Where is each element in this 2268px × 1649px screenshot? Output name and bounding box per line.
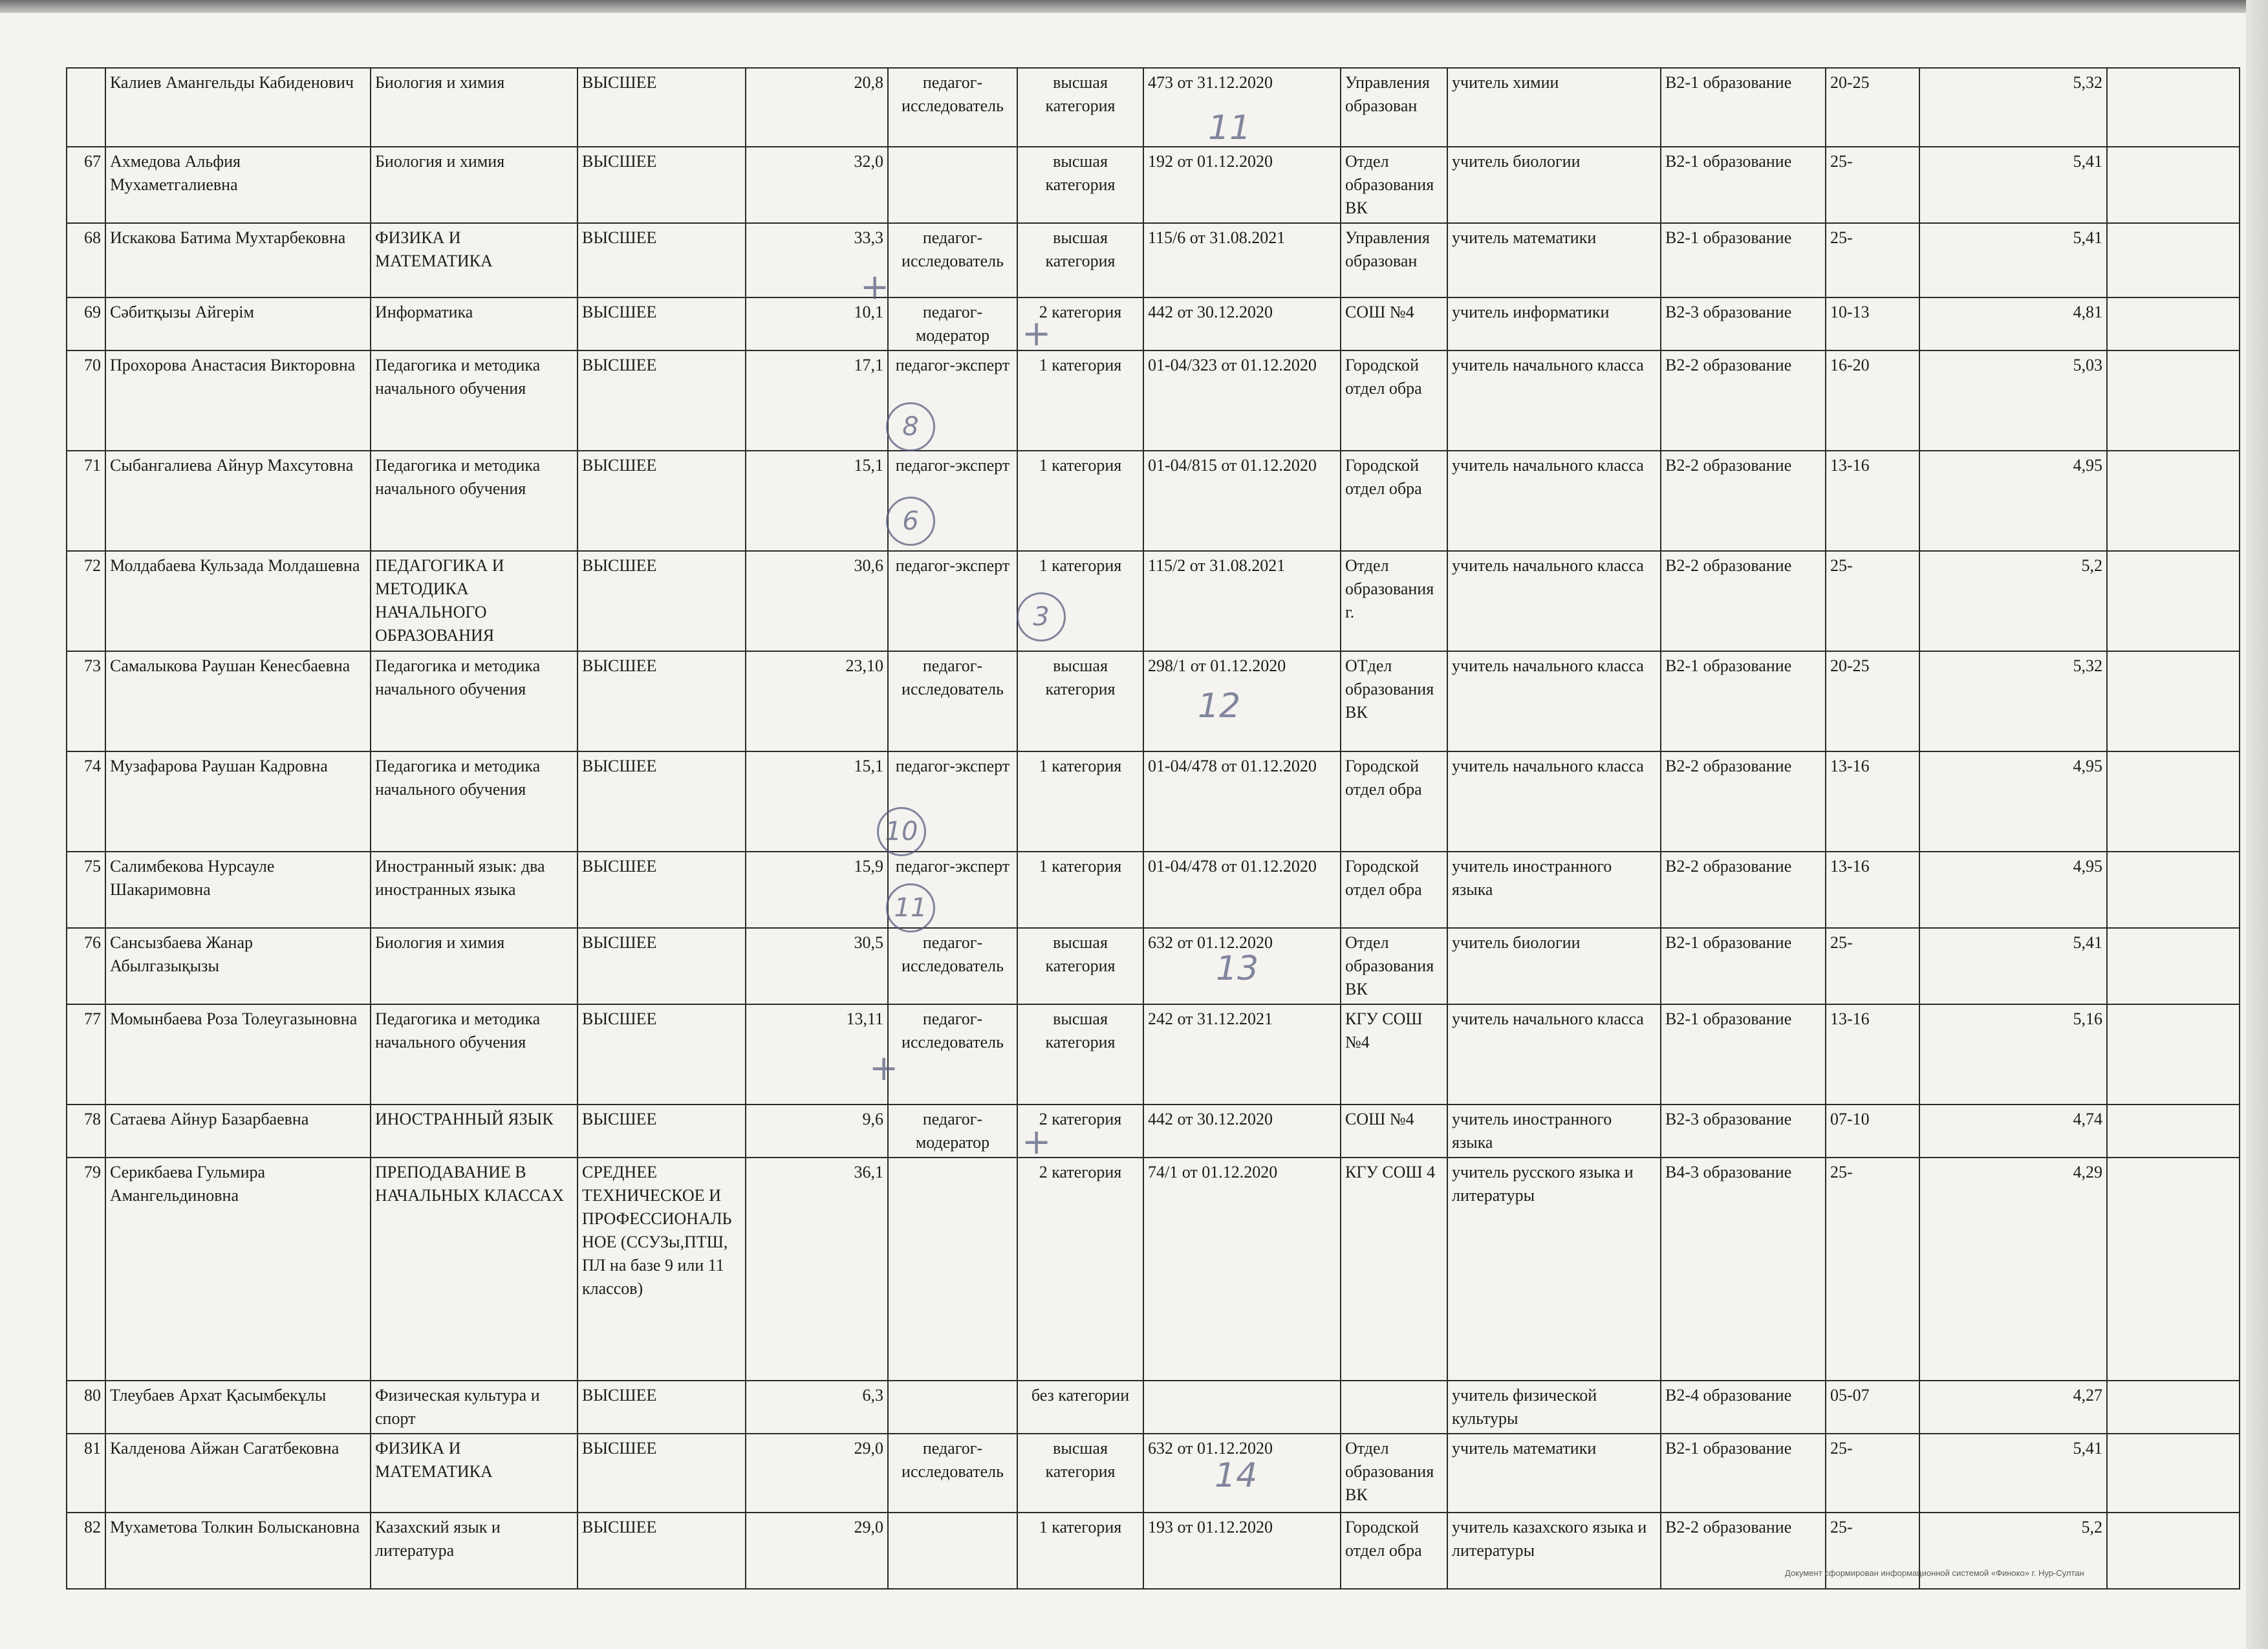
specialty: ФИЗИКА И МАТЕМАТИКА: [371, 223, 578, 297]
category: высшая категория: [1017, 1004, 1143, 1105]
category: 2 категория: [1017, 1105, 1143, 1158]
coefficient: 5,32: [1919, 651, 2107, 751]
specialty: Иностранный язык: два иностранных языка: [371, 852, 578, 928]
experience-range: 25-: [1826, 551, 1919, 651]
category: высшая категория: [1017, 223, 1143, 297]
pay-block: В2-1 образование: [1661, 223, 1826, 297]
qualification-status: педагог-исследователь: [888, 928, 1017, 1004]
empty-cell: [2107, 551, 2240, 651]
category: 1 категория: [1017, 852, 1143, 928]
education-level: ВЫСШЕЕ: [578, 1004, 746, 1105]
coefficient: 5,32: [1919, 68, 2107, 147]
table-row: [67, 297, 2240, 350]
handwritten-plus-mark: +: [860, 266, 890, 307]
order-reference: 632 от 01.12.2020: [1143, 1434, 1341, 1513]
coefficient: 5,2: [1919, 1513, 2107, 1589]
specialty: Физическая культура и спорт: [371, 1381, 578, 1434]
position: учитель русского языка и литературы: [1447, 1158, 1661, 1381]
work-experience: 15,1: [746, 451, 888, 551]
qualification-status: педагог-модератор: [888, 1105, 1017, 1158]
qualification-status: педагог-модератор: [888, 297, 1017, 350]
specialty: ИНОСТРАННЫЙ ЯЗЫК: [371, 1105, 578, 1158]
pay-block: В2-3 образование: [1661, 1105, 1826, 1158]
issuing-body: СОШ №4: [1341, 1105, 1447, 1158]
empty-cell: [2107, 297, 2240, 350]
issuing-body: Отдел образования ВК: [1341, 928, 1447, 1004]
table-row: [67, 147, 2240, 223]
empty-cell: [2107, 1004, 2240, 1105]
table-row: [67, 852, 2240, 928]
staff-table-body: [67, 68, 2240, 1589]
row-number: 81: [67, 1434, 105, 1513]
issuing-body: Городской отдел обра: [1341, 350, 1447, 451]
experience-range: 25-: [1826, 1158, 1919, 1381]
position: учитель начального класса: [1447, 350, 1661, 451]
education-level: ВЫСШЕЕ: [578, 1434, 746, 1513]
empty-cell: [2107, 1105, 2240, 1158]
experience-range: 25-: [1826, 147, 1919, 223]
pay-block: В2-4 образование: [1661, 1381, 1826, 1434]
education-level: ВЫСШЕЕ: [578, 1381, 746, 1434]
empty-cell: [2107, 1434, 2240, 1513]
empty-cell: [2107, 147, 2240, 223]
coefficient: 4,81: [1919, 297, 2107, 350]
work-experience: 6,3: [746, 1381, 888, 1434]
experience-range: 20-25: [1826, 68, 1919, 147]
handwritten-circled-number: 8: [886, 402, 935, 451]
issuing-body: ОТдел образования ВК: [1341, 651, 1447, 751]
pay-block: В2-1 образование: [1661, 1004, 1826, 1105]
specialty: ПЕДАГОГИКА И МЕТОДИКА НАЧАЛЬНОГО ОБРАЗОВАНИЯ: [371, 551, 578, 651]
education-level: ВЫСШЕЕ: [578, 651, 746, 751]
pay-block: В2-2 образование: [1661, 451, 1826, 551]
empty-cell: [2107, 1158, 2240, 1381]
coefficient: 4,29: [1919, 1158, 2107, 1381]
coefficient: 5,41: [1919, 1434, 2107, 1513]
coefficient: 4,95: [1919, 852, 2107, 928]
education-level: ВЫСШЕЕ: [578, 1105, 746, 1158]
issuing-body: Отдел образования г.: [1341, 551, 1447, 651]
teacher-name: Тлеубаев Архат Қасымбекұлы: [105, 1381, 371, 1434]
handwritten-number: 12: [1198, 687, 1241, 726]
table-row: [67, 1004, 2240, 1105]
row-number: 72: [67, 551, 105, 651]
education-level: ВЫСШЕЕ: [578, 1513, 746, 1589]
qualification-status: [888, 147, 1017, 223]
position: учитель иностранного языка: [1447, 1105, 1661, 1158]
teacher-name: Мухаметова Толкин Болыскановна: [105, 1513, 371, 1589]
row-number: 82: [67, 1513, 105, 1589]
education-level: ВЫСШЕЕ: [578, 147, 746, 223]
issuing-body: СОШ №4: [1341, 297, 1447, 350]
teacher-name: Музафарова Раушан Кадровна: [105, 751, 371, 852]
handwritten-number: 11: [1208, 109, 1251, 147]
specialty: Педагогика и методика начального обучения: [371, 350, 578, 451]
qualification-status: педагог-исследователь: [888, 651, 1017, 751]
table-row: [67, 1158, 2240, 1381]
staff-sheet: [66, 67, 2239, 1580]
position: учитель начального класса: [1447, 451, 1661, 551]
category: 1 категория: [1017, 451, 1143, 551]
coefficient: 5,41: [1919, 928, 2107, 1004]
experience-range: 07-10: [1826, 1105, 1919, 1158]
row-number: 79: [67, 1158, 105, 1381]
empty-cell: [2107, 852, 2240, 928]
position: учитель математики: [1447, 1434, 1661, 1513]
coefficient: 4,95: [1919, 451, 2107, 551]
order-reference: 01-04/478 от 01.12.2020: [1143, 751, 1341, 852]
table-row: [67, 350, 2240, 451]
empty-cell: [2107, 350, 2240, 451]
education-level: ВЫСШЕЕ: [578, 223, 746, 297]
work-experience: 13,11: [746, 1004, 888, 1105]
education-level: ВЫСШЕЕ: [578, 852, 746, 928]
teacher-name: Салимбекова Нурсауле Шакаримовна: [105, 852, 371, 928]
qualification-status: педагог-исследователь: [888, 223, 1017, 297]
experience-range: 05-07: [1826, 1381, 1919, 1434]
position: учитель информатики: [1447, 297, 1661, 350]
pay-block: В2-1 образование: [1661, 1434, 1826, 1513]
experience-range: 13-16: [1826, 852, 1919, 928]
category: без категории: [1017, 1381, 1143, 1434]
pay-block: В2-3 образование: [1661, 297, 1826, 350]
position: учитель начального класса: [1447, 551, 1661, 651]
order-reference: 193 от 01.12.2020: [1143, 1513, 1341, 1589]
row-number: [67, 68, 105, 147]
table-row: [67, 223, 2240, 297]
specialty: Педагогика и методика начального обучения: [371, 751, 578, 852]
qualification-status: педагог-исследователь: [888, 68, 1017, 147]
empty-cell: [2107, 1381, 2240, 1434]
work-experience: 15,9: [746, 852, 888, 928]
handwritten-plus-mark: +: [869, 1048, 899, 1088]
row-number: 76: [67, 928, 105, 1004]
qualification-status: педагог-исследователь: [888, 1004, 1017, 1105]
work-experience: 10,1: [746, 297, 888, 350]
experience-range: 13-16: [1826, 451, 1919, 551]
category: высшая категория: [1017, 1434, 1143, 1513]
work-experience: 30,5: [746, 928, 888, 1004]
handwritten-plus-mark: +: [1022, 1121, 1052, 1162]
table-row: [67, 551, 2240, 651]
education-level: ВЫСШЕЕ: [578, 350, 746, 451]
specialty: Педагогика и методика начального обучения: [371, 451, 578, 551]
order-reference: 632 от 01.12.2020: [1143, 928, 1341, 1004]
table-row: [67, 68, 2240, 147]
work-experience: 29,0: [746, 1513, 888, 1589]
education-level: ВЫСШЕЕ: [578, 68, 746, 147]
issuing-body: Городской отдел обра: [1341, 1513, 1447, 1589]
specialty: Педагогика и методика начального обучения: [371, 651, 578, 751]
issuing-body: Городской отдел обра: [1341, 751, 1447, 852]
order-reference: 242 от 31.12.2021: [1143, 1004, 1341, 1105]
coefficient: 5,03: [1919, 350, 2107, 451]
order-reference: 01-04/478 от 01.12.2020: [1143, 852, 1341, 928]
category: 1 категория: [1017, 551, 1143, 651]
teacher-name: Сансызбаева Жанар Абылгазықызы: [105, 928, 371, 1004]
qualification-status: педагог-эксперт: [888, 551, 1017, 651]
teacher-name: Серикбаева Гульмира Амангельдиновна: [105, 1158, 371, 1381]
handwritten-number: 13: [1216, 949, 1259, 988]
handwritten-plus-mark: +: [1022, 313, 1052, 354]
work-experience: 17,1: [746, 350, 888, 451]
handwritten-circled-number: 3: [1017, 592, 1066, 641]
row-number: 67: [67, 147, 105, 223]
order-reference: 442 от 30.12.2020: [1143, 1105, 1341, 1158]
qualification-status: педагог-эксперт: [888, 350, 1017, 451]
coefficient: 4,95: [1919, 751, 2107, 852]
qualification-status: [888, 1513, 1017, 1589]
coefficient: 5,2: [1919, 551, 2107, 651]
teacher-name: Самалыкова Раушан Кенесбаевна: [105, 651, 371, 751]
scan-edge-top: [0, 0, 2268, 13]
coefficient: 5,16: [1919, 1004, 2107, 1105]
pay-block: В2-1 образование: [1661, 147, 1826, 223]
work-experience: 30,6: [746, 551, 888, 651]
experience-range: 25-: [1826, 223, 1919, 297]
issuing-body: КГУ СОШ 4: [1341, 1158, 1447, 1381]
position: учитель начального класса: [1447, 751, 1661, 852]
empty-cell: [2107, 928, 2240, 1004]
position: учитель математики: [1447, 223, 1661, 297]
work-experience: 20,8: [746, 68, 888, 147]
work-experience: 36,1: [746, 1158, 888, 1381]
table-row: [67, 1105, 2240, 1158]
handwritten-circled-number: 11: [886, 883, 935, 932]
table-row: [67, 751, 2240, 852]
work-experience: 29,0: [746, 1434, 888, 1513]
issuing-body: Городской отдел обра: [1341, 451, 1447, 551]
experience-range: 20-25: [1826, 651, 1919, 751]
issuing-body: Управления образован: [1341, 223, 1447, 297]
teacher-name: Прохорова Анастасия Викторовна: [105, 350, 371, 451]
position: учитель начального класса: [1447, 1004, 1661, 1105]
category: 1 категория: [1017, 751, 1143, 852]
specialty: Биология и химия: [371, 147, 578, 223]
pay-block: В4-3 образование: [1661, 1158, 1826, 1381]
pay-block: В2-2 образование: [1661, 852, 1826, 928]
pay-block: В2-2 образование: [1661, 551, 1826, 651]
position: учитель казахского языка и литературы: [1447, 1513, 1661, 1589]
table-row: [67, 1434, 2240, 1513]
order-reference: 01-04/323 от 01.12.2020: [1143, 350, 1341, 451]
category: высшая категория: [1017, 68, 1143, 147]
teacher-name: Калденова Айжан Сагатбековна: [105, 1434, 371, 1513]
position: учитель биологии: [1447, 147, 1661, 223]
qualification-status: [888, 1158, 1017, 1381]
coefficient: 4,27: [1919, 1381, 2107, 1434]
position: учитель биологии: [1447, 928, 1661, 1004]
specialty: Биология и химия: [371, 68, 578, 147]
coefficient: 4,74: [1919, 1105, 2107, 1158]
experience-range: 10-13: [1826, 297, 1919, 350]
handwritten-number: 14: [1215, 1456, 1258, 1495]
issuing-body: Городской отдел обра: [1341, 852, 1447, 928]
pay-block: В2-2 образование: [1661, 751, 1826, 852]
category: 2 категория: [1017, 297, 1143, 350]
row-number: 71: [67, 451, 105, 551]
order-reference: 74/1 от 01.12.2020: [1143, 1158, 1341, 1381]
category: высшая категория: [1017, 651, 1143, 751]
handwritten-circled-number: 10: [877, 807, 926, 856]
order-reference: 298/1 от 01.12.2020: [1143, 651, 1341, 751]
work-experience: 15,1: [746, 751, 888, 852]
qualification-status: [888, 1381, 1017, 1434]
education-level: ВЫСШЕЕ: [578, 451, 746, 551]
row-number: 68: [67, 223, 105, 297]
specialty: Казахский язык и литература: [371, 1513, 578, 1589]
qualification-status: педагог-исследователь: [888, 1434, 1017, 1513]
issuing-body: Отдел образования ВК: [1341, 147, 1447, 223]
category: высшая категория: [1017, 147, 1143, 223]
pay-block: В2-2 образование: [1661, 350, 1826, 451]
issuing-body: Управления образован: [1341, 68, 1447, 147]
specialty: ФИЗИКА И МАТЕМАТИКА: [371, 1434, 578, 1513]
footer-note: Документ сформирован информационной системой «Финоко» г. Нур-Султан: [1785, 1568, 2084, 1578]
category: 1 категория: [1017, 1513, 1143, 1589]
experience-range: 13-16: [1826, 751, 1919, 852]
teacher-name: Момынбаева Роза Толеугазыновна: [105, 1004, 371, 1105]
issuing-body: КГУ СОШ №4: [1341, 1004, 1447, 1105]
position: учитель иностранного языка: [1447, 852, 1661, 928]
order-reference: 442 от 30.12.2020: [1143, 297, 1341, 350]
row-number: 77: [67, 1004, 105, 1105]
education-level: ВЫСШЕЕ: [578, 751, 746, 852]
order-reference: [1143, 1381, 1341, 1434]
qualification-status: педагог-эксперт: [888, 751, 1017, 852]
qualification-status: педагог-эксперт: [888, 451, 1017, 551]
experience-range: 25-: [1826, 1434, 1919, 1513]
pay-block: В2-2 образование: [1661, 1513, 1826, 1589]
teacher-name: Искакова Батима Мухтарбековна: [105, 223, 371, 297]
teacher-name: Сатаева Айнур Базарбаевна: [105, 1105, 371, 1158]
row-number: 73: [67, 651, 105, 751]
specialty: Информатика: [371, 297, 578, 350]
handwritten-circled-number: 6: [886, 497, 935, 546]
row-number: 70: [67, 350, 105, 451]
specialty: ПРЕПОДАВАНИЕ В НАЧАЛЬНЫХ КЛАССАХ: [371, 1158, 578, 1381]
category: высшая категория: [1017, 928, 1143, 1004]
staff-table: [66, 67, 2240, 1590]
teacher-name: Сәбитқызы Айгерім: [105, 297, 371, 350]
position: учитель начального класса: [1447, 651, 1661, 751]
pay-block: В2-1 образование: [1661, 651, 1826, 751]
empty-cell: [2107, 68, 2240, 147]
teacher-name: Молдабаева Кульзада Молдашевна: [105, 551, 371, 651]
specialty: Педагогика и методика начального обучения: [371, 1004, 578, 1105]
table-row: [67, 928, 2240, 1004]
teacher-name: Сыбангалиева Айнур Махсутовна: [105, 451, 371, 551]
pay-block: В2-1 образование: [1661, 928, 1826, 1004]
experience-range: 25-: [1826, 1513, 1919, 1589]
issuing-body: [1341, 1381, 1447, 1434]
order-reference: 115/6 от 31.08.2021: [1143, 223, 1341, 297]
row-number: 80: [67, 1381, 105, 1434]
order-reference: 01-04/815 от 01.12.2020: [1143, 451, 1341, 551]
order-reference: 192 от 01.12.2020: [1143, 147, 1341, 223]
experience-range: 13-16: [1826, 1004, 1919, 1105]
table-row: [67, 651, 2240, 751]
row-number: 69: [67, 297, 105, 350]
work-experience: 9,6: [746, 1105, 888, 1158]
order-reference: 473 от 31.12.2020: [1143, 68, 1341, 147]
category: 1 категория: [1017, 350, 1143, 451]
education-level: СРЕДНЕЕ ТЕХНИЧЕСКОЕ И ПРОФЕССИОНАЛЬНОЕ (ССУЗы,ПТШ, ПЛ на базе 9 или 11 классов): [578, 1158, 746, 1381]
empty-cell: [2107, 651, 2240, 751]
teacher-name: Ахмедова Альфия Мухаметгалиевна: [105, 147, 371, 223]
education-level: ВЫСШЕЕ: [578, 297, 746, 350]
experience-range: 16-20: [1826, 350, 1919, 451]
pay-block: В2-1 образование: [1661, 68, 1826, 147]
coefficient: 5,41: [1919, 147, 2107, 223]
coefficient: 5,41: [1919, 223, 2107, 297]
category: 2 категория: [1017, 1158, 1143, 1381]
scan-edge-right: [2246, 0, 2268, 1649]
empty-cell: [2107, 1513, 2240, 1589]
row-number: 78: [67, 1105, 105, 1158]
empty-cell: [2107, 451, 2240, 551]
order-reference: 115/2 от 31.08.2021: [1143, 551, 1341, 651]
empty-cell: [2107, 751, 2240, 852]
qualification-status: педагог-эксперт: [888, 852, 1017, 928]
issuing-body: Отдел образования ВК: [1341, 1434, 1447, 1513]
empty-cell: [2107, 223, 2240, 297]
table-row: [67, 451, 2240, 551]
work-experience: 33,3: [746, 223, 888, 297]
position: учитель физической культуры: [1447, 1381, 1661, 1434]
education-level: ВЫСШЕЕ: [578, 551, 746, 651]
work-experience: 23,10: [746, 651, 888, 751]
position: учитель химии: [1447, 68, 1661, 147]
row-number: 74: [67, 751, 105, 852]
education-level: ВЫСШЕЕ: [578, 928, 746, 1004]
row-number: 75: [67, 852, 105, 928]
table-row: [67, 1381, 2240, 1434]
specialty: Биология и химия: [371, 928, 578, 1004]
experience-range: 25-: [1826, 928, 1919, 1004]
teacher-name: Калиев Амангельды Кабиденович: [105, 68, 371, 147]
work-experience: 32,0: [746, 147, 888, 223]
